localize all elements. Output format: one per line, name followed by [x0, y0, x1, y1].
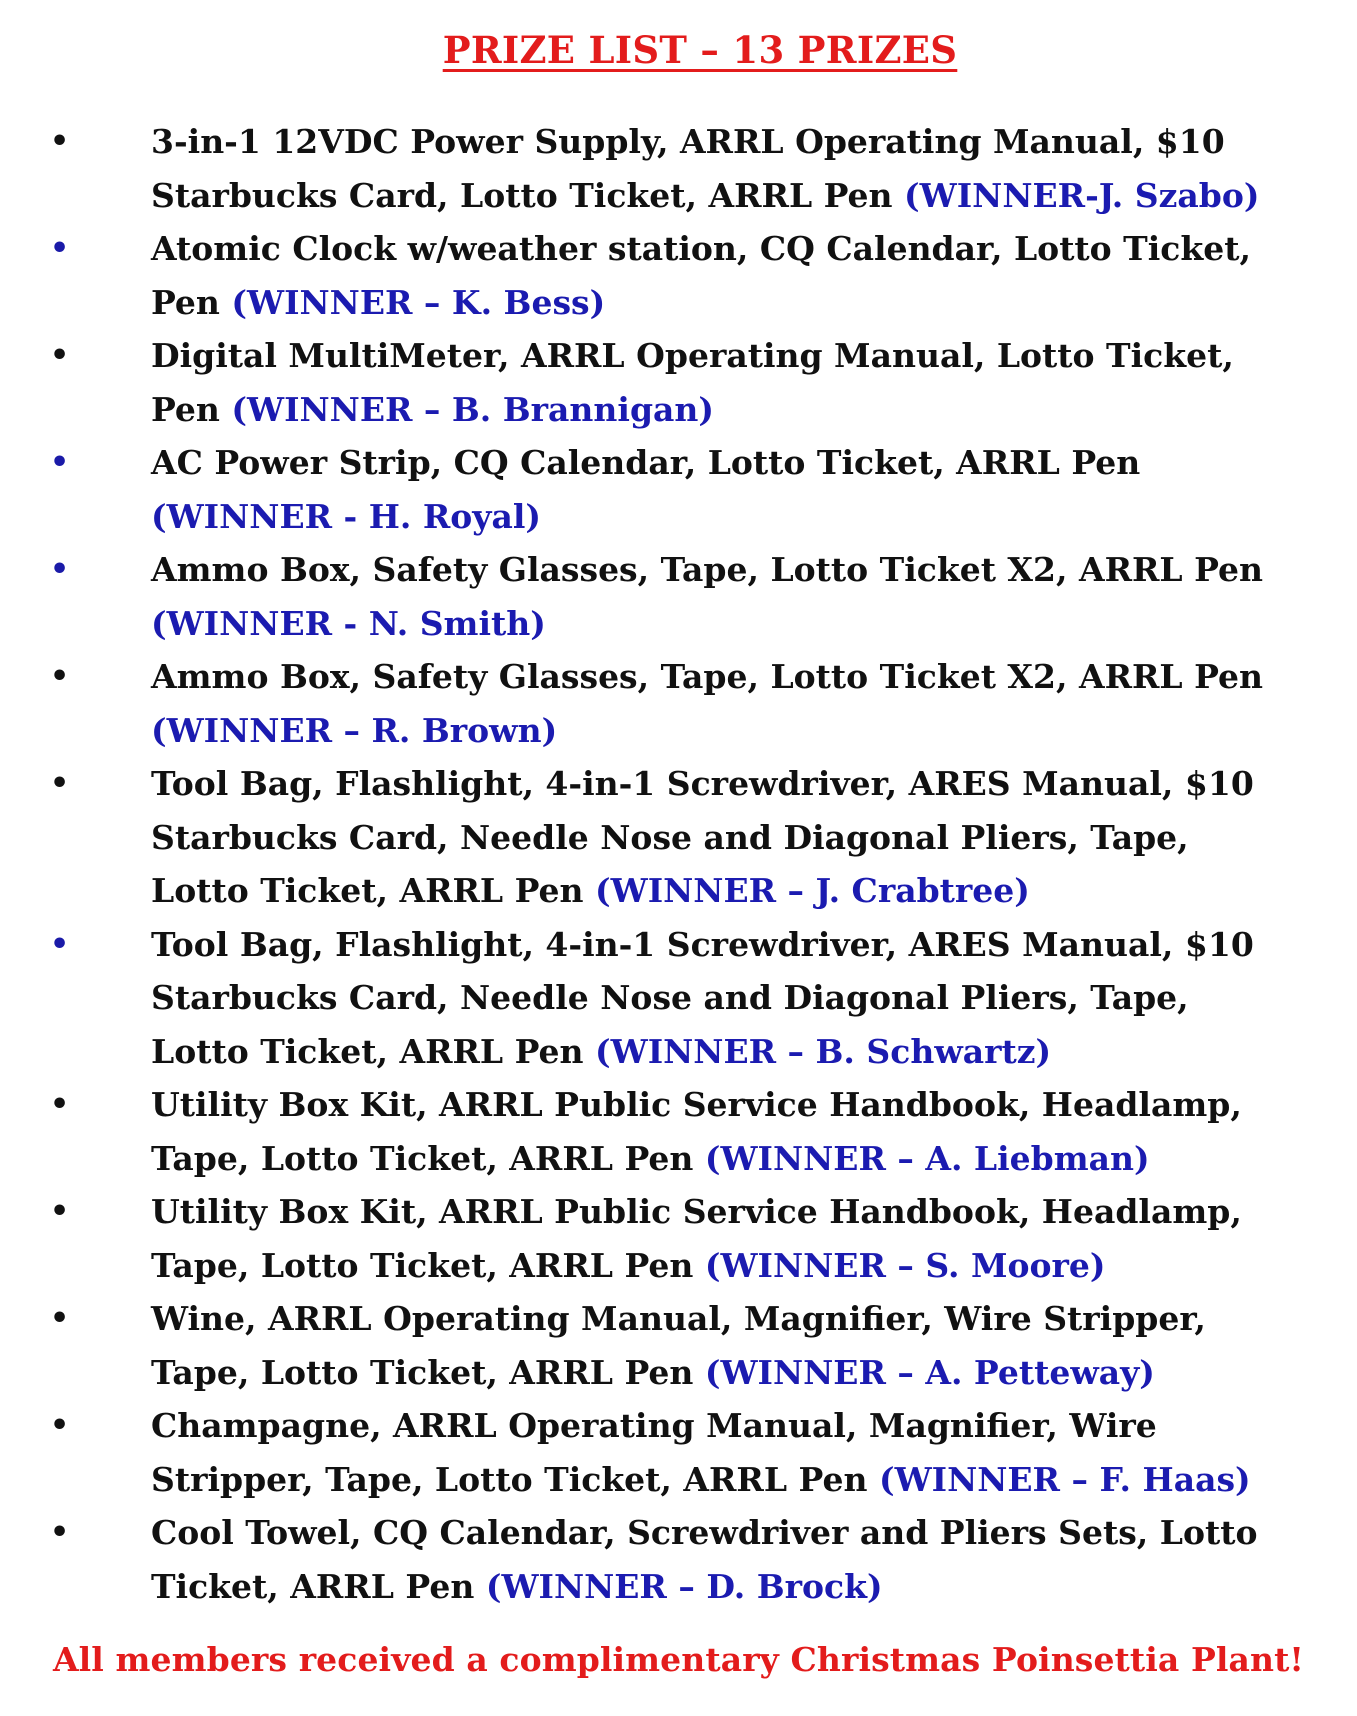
prize-winner: (WINNER - H. Royal) [151, 496, 541, 536]
bullet-icon: • [50, 552, 70, 587]
prize-item [0, 115, 1357, 222]
prize-item [0, 650, 1357, 757]
bullet-icon: • [50, 231, 70, 266]
prize-item [0, 329, 1357, 436]
prize-winner: (WINNER – J. Crabtree) [595, 871, 1030, 910]
bullet-icon: • [50, 1087, 70, 1122]
prize-winner: (WINNER – S. Moore) [704, 1245, 1106, 1285]
prize-item [0, 1185, 1357, 1292]
bullet-icon: • [50, 1408, 70, 1443]
prize-items-text: Champagne, ARRL Operating Manual, Magnifier, Wire Stripper, Tape, Lotto Ticket, ARRL Pen [151, 1406, 1157, 1499]
prize-items-text: Atomic Clock w/weather station, CQ Calendar, Lotto Ticket, Pen [151, 229, 1251, 322]
prize-items-text: Tool Bag, Flashlight, 4-in-1 Screwdriver, ARES Manual, $10 Starbucks Card, Needle Nose and Diagonal Pliers, Tape, Lotto Ticket, ARRL Pen [151, 924, 1254, 1071]
prize-winner: (WINNER - N. Smith) [151, 603, 546, 643]
prize-winner: (WINNER – A. Liebman) [704, 1138, 1150, 1178]
bullet-icon: • [50, 338, 70, 373]
prize-winner: (WINNER – D. Brock) [485, 1566, 883, 1606]
prize-winner: (WINNER – K. Bess) [231, 282, 606, 322]
bullet-icon: • [50, 124, 70, 159]
prize-items-text: Digital MultiMeter, ARRL Operating Manual, Lotto Ticket, Pen [151, 336, 1234, 429]
prize-item [0, 1506, 1357, 1613]
prize-item [0, 222, 1357, 329]
bullet-icon: • [50, 1194, 70, 1229]
prize-winner: (WINNER – A. Petteway) [704, 1352, 1155, 1392]
prize-winner: (WINNER – R. Brown) [151, 710, 558, 750]
prize-item [0, 757, 1357, 918]
bullet-icon: • [50, 445, 70, 480]
prize-item [0, 1078, 1357, 1185]
bullet-icon: • [50, 659, 70, 694]
prize-items-text: Utility Box Kit, ARRL Public Service Handbook, Headlamp, Tape, Lotto Ticket, ARRL Pen [151, 1085, 1242, 1178]
bullet-icon: • [50, 1515, 70, 1550]
prize-items-text: Utility Box Kit, ARRL Public Service Handbook, Headlamp, Tape, Lotto Ticket, ARRL Pen [151, 1192, 1242, 1285]
prize-item [0, 1399, 1357, 1506]
prize-item [0, 1292, 1357, 1399]
prize-item [0, 918, 1357, 1079]
prize-list [0, 115, 1357, 1613]
prize-items-text: AC Power Strip, CQ Calendar, Lotto Ticket, ARRL Pen [151, 443, 1141, 482]
bullet-icon: • [50, 1301, 70, 1336]
prize-winner: (WINNER – B. Schwartz) [595, 1031, 1052, 1071]
page-title: PRIZE LIST – 13 PRIZES [442, 28, 958, 72]
prize-items-text: Tool Bag, Flashlight, 4-in-1 Screwdriver, ARES Manual, $10 Starbucks Card, Needle Nose and Diagonal Pliers, Tape, Lotto Ticket, ARRL Pen [151, 764, 1254, 910]
prize-items-text: 3-in-1 12VDC Power Supply, ARRL Operating Manual, $10 Starbucks Card, Lotto Ticket, ARRL Pen [151, 122, 1225, 215]
prize-items-text: Ammo Box, Safety Glasses, Tape, Lotto Ticket X2, ARRL Pen [151, 550, 1264, 589]
footer-note: All members received a complimentary Christmas Poinsettia Plant! [52, 1640, 1305, 1679]
bullet-icon: • [50, 926, 70, 962]
prize-winner: (WINNER – B. Brannigan) [231, 389, 715, 429]
prize-item [0, 436, 1357, 543]
prize-winner: (WINNER-J. Szabo) [904, 175, 1260, 215]
prize-items-text: Ammo Box, Safety Glasses, Tape, Lotto Ticket X2, ARRL Pen [151, 657, 1264, 696]
prize-items-text: Cool Towel, CQ Calendar, Screwdriver and Pliers Sets, Lotto Ticket, ARRL Pen [151, 1513, 1258, 1606]
bullet-icon: • [50, 766, 70, 801]
prize-winner: (WINNER – F. Haas) [878, 1459, 1251, 1499]
prize-item [0, 543, 1357, 650]
prize-items-text: Wine, ARRL Operating Manual, Magnifier, Wire Stripper, Tape, Lotto Ticket, ARRL Pen [151, 1299, 1206, 1392]
